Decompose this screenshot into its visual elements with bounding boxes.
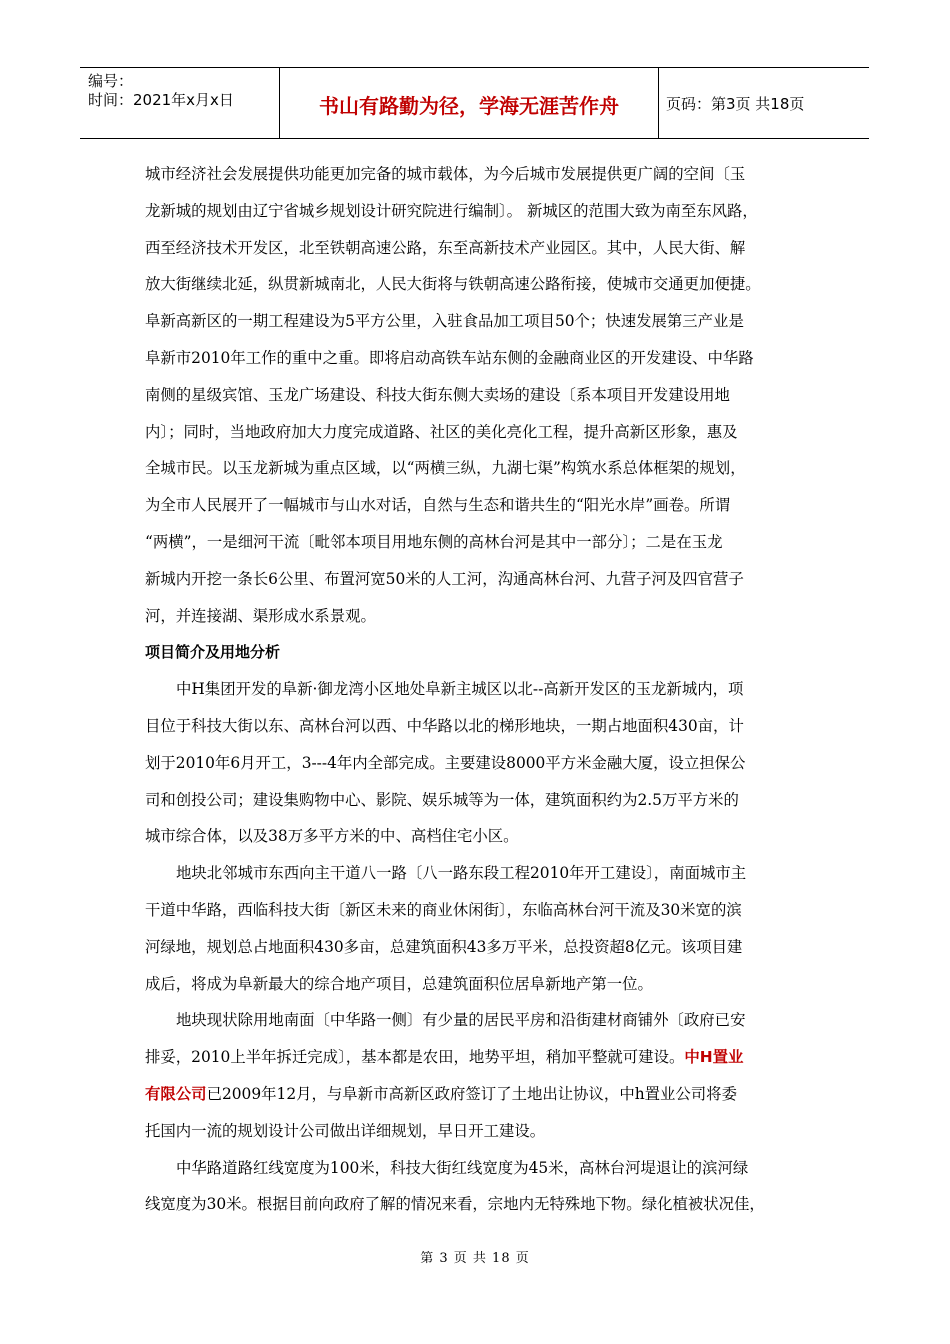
- header-motto: 书山有路勤为径，学海无涯苦作舟: [319, 94, 619, 118]
- body-line: 内〕；同时，当地政府加大力度完成道路、社区的美化亮化工程，提升高新区形象，惠及: [145, 422, 738, 441]
- document-body: [145, 156, 821, 1223]
- body-line: 目位于科技大街以东、高林台河以西、中华路以北的梯形地块，一期占地面积430亩，计: [145, 716, 744, 735]
- body-line: 城市综合体，以及38万多平方米的中、高档住宅小区。: [145, 827, 519, 846]
- body-line: 地块现状除用地南面〔中华路一侧〕有少量的居民平房和沿街建材商铺外〔政府已安: [176, 1011, 746, 1030]
- body-line: 河绿地，规划总占地面积430多亩，总建筑面积43多万平米，总投资超8亿元。该项目建: [145, 937, 743, 956]
- body-line: 线宽度为30米。根据目前向政府了解的情况来看，宗地内无特殊地下物。绿化植被状况佳，: [145, 1195, 765, 1214]
- body-line: 划于2010年6月开工，3---4年内全部完成。主要建设8000平方米金融大厦，设立担保公: [145, 753, 746, 772]
- body-line: 阜新市2010年工作的重中之重。即将启动高铁车站东侧的金融商业区的开发建设、中华路: [145, 348, 754, 367]
- body-text: 已2009年12月，与阜新市高新区政府签订了土地出让协议，中h置业公司将委: [206, 1084, 737, 1103]
- header-page-cell: [660, 68, 869, 138]
- header-meta-cell: [80, 68, 280, 138]
- header-motto-cell: [280, 68, 659, 138]
- section-heading: 项目简介及用地分析: [145, 643, 281, 662]
- body-line: 南侧的星级宾馆、玉龙广场建设、科技大街东侧大卖场的建设〔系本项目开发建设用地: [145, 385, 730, 404]
- body-line: 龙新城的规划由辽宁省城乡规划设计研究院进行编制〕。 新城区的范围大致为南至东风路，: [145, 201, 758, 220]
- body-line: 全城市民。以玉龙新城为重点区域，以“两横三纵，九湖七渠”构筑水系总体框架的规划，: [145, 459, 746, 478]
- body-line: 新城内开挖一条长6公里、布置河宽50米的人工河，沟通高林台河、九营子河及四官营子: [145, 569, 744, 588]
- body-line: 放大街继续北延，纵贯新城南北，人民大街将与铁朝高速公路衔接，使城市交通更加便捷。: [145, 275, 761, 294]
- body-line: 城市经济社会发展提供功能更加完备的城市载体，为今后城市发展提供更广阔的空间〔玉: [145, 165, 746, 183]
- body-line: 为全市人民展开了一幅城市与山水对话，自然与生态和谐共生的“阳光水岸”画卷。所谓: [145, 496, 731, 515]
- document-date: 时间：2021年x月x日: [88, 91, 234, 109]
- body-line: 西至经济技术开发区，北至铁朝高速公路，东至高新技术产业园区。其中，人民大街、解: [145, 238, 746, 257]
- company-name-highlight: 中H置业: [684, 1048, 744, 1067]
- body-line: 中华路道路红线宽度为100米，科技大街红线宽度为45米，高林台河堤退让的滨河绿: [176, 1158, 749, 1177]
- body-line: 地块北邻城市东西向主干道八一路〔八一路东段工程2010年开工建设〕，南面城市主: [176, 864, 747, 883]
- body-line: [145, 1039, 821, 1076]
- body-line: 托国内一流的规划设计公司做出详细规划，早日开工建设。: [145, 1121, 546, 1140]
- body-text: 排妥，2010上半年拆迁完成〕，基本都是农田，地势平坦，稍加平整就可建设。: [145, 1048, 685, 1067]
- body-line: 司和创投公司；建设集购物中心、影院、娱乐城等为一体，建筑面积约为2.5万平方米的: [145, 790, 739, 809]
- body-line: “两横”，一是细河干流〔毗邻本项目用地东侧的高林台河是其中一部分〕；二是在玉龙: [145, 532, 723, 551]
- body-line: 干道中华路，西临科技大街〔新区未来的商业休闲街〕，东临高林台河干流及30米宽的滨: [145, 900, 742, 919]
- body-line: 阜新高新区的一期工程建设为5平方公里，入驻食品加工项目50个；快速发展第三产业是: [145, 312, 744, 331]
- body-line: [145, 1076, 821, 1113]
- body-line: 成后，将成为阜新最大的综合地产项目，总建筑面积位居阜新地产第一位。: [145, 974, 653, 993]
- document-number-label: 编号：: [88, 72, 134, 90]
- body-line: 河，并连接湖、渠形成水系景观。: [145, 606, 376, 625]
- page-footer: 第 3 页 共 18 页: [420, 1251, 530, 1266]
- page-header: [80, 67, 869, 139]
- body-line: 中H集团开发的阜新·御龙湾小区地处阜新主城区以北--高新开发区的玉龙新城内，项: [176, 680, 744, 699]
- header-page-info: 页码：第3页 共18页: [666, 95, 805, 113]
- company-name-highlight: 有限公司: [145, 1084, 207, 1103]
